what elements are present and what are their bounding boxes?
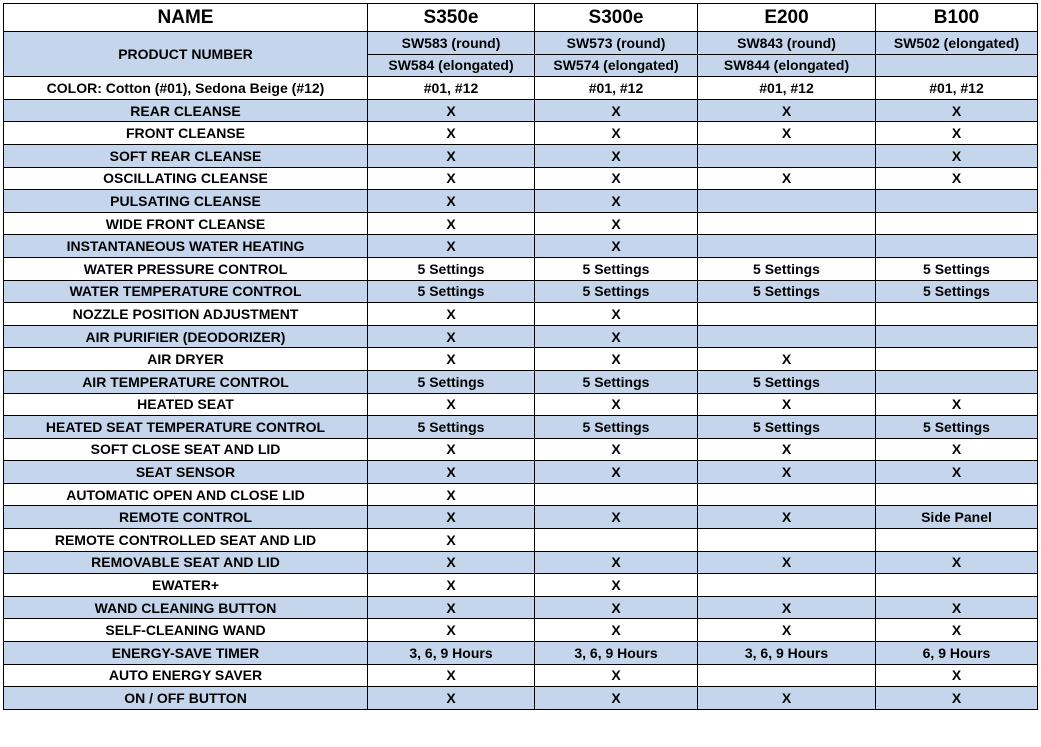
- feature-row: [4, 687, 1038, 710]
- feature-value: X: [698, 506, 876, 529]
- feature-value: X: [876, 167, 1038, 190]
- feature-value: 5 Settings: [368, 370, 535, 393]
- feature-value: #01, #12: [368, 77, 535, 100]
- feature-value: [698, 144, 876, 167]
- feature-value: X: [368, 122, 535, 145]
- feature-label: REMOVABLE SEAT AND LID: [4, 551, 368, 574]
- feature-value: X: [535, 325, 698, 348]
- feature-value: 5 Settings: [535, 370, 698, 393]
- feature-value: 5 Settings: [368, 257, 535, 280]
- header-model: S350e: [368, 4, 535, 32]
- feature-value: 5 Settings: [368, 416, 535, 439]
- feature-value: 5 Settings: [698, 280, 876, 303]
- feature-label: AUTO ENERGY SAVER: [4, 664, 368, 687]
- feature-value: X: [368, 144, 535, 167]
- feature-value: X: [535, 212, 698, 235]
- feature-value: X: [698, 122, 876, 145]
- feature-value: X: [698, 551, 876, 574]
- feature-label: SOFT REAR CLEANSE: [4, 144, 368, 167]
- feature-label: SELF-CLEANING WAND: [4, 619, 368, 642]
- feature-value: X: [698, 687, 876, 710]
- feature-row: [4, 416, 1038, 439]
- feature-row: [4, 483, 1038, 506]
- feature-row: [4, 529, 1038, 552]
- feature-value: 5 Settings: [698, 416, 876, 439]
- feature-value: [698, 664, 876, 687]
- feature-value: 3, 6, 9 Hours: [535, 642, 698, 665]
- feature-value: X: [368, 303, 535, 326]
- feature-value: X: [368, 506, 535, 529]
- feature-row: [4, 303, 1038, 326]
- feature-value: 5 Settings: [876, 257, 1038, 280]
- feature-value: [698, 190, 876, 213]
- feature-value: X: [535, 664, 698, 687]
- feature-value: X: [368, 167, 535, 190]
- feature-value: X: [368, 438, 535, 461]
- product-number-round: SW502 (elongated): [876, 32, 1038, 55]
- feature-value: #01, #12: [698, 77, 876, 100]
- feature-value: [698, 529, 876, 552]
- feature-row: [4, 348, 1038, 371]
- product-number-round: SW583 (round): [368, 32, 535, 55]
- product-number-round: SW573 (round): [535, 32, 698, 55]
- feature-value: X: [876, 393, 1038, 416]
- feature-label: AUTOMATIC OPEN AND CLOSE LID: [4, 483, 368, 506]
- feature-value: 5 Settings: [876, 416, 1038, 439]
- feature-label: AIR DRYER: [4, 348, 368, 371]
- feature-value: X: [535, 461, 698, 484]
- feature-value: X: [535, 596, 698, 619]
- feature-value: X: [368, 235, 535, 258]
- feature-value: [698, 325, 876, 348]
- feature-value: X: [698, 438, 876, 461]
- feature-row: [4, 438, 1038, 461]
- feature-label: AIR TEMPERATURE CONTROL: [4, 370, 368, 393]
- feature-value: X: [876, 664, 1038, 687]
- header-model: B100: [876, 4, 1038, 32]
- feature-value: X: [535, 506, 698, 529]
- product-number-elongated: SW844 (elongated): [698, 54, 876, 77]
- feature-value: X: [368, 664, 535, 687]
- feature-value: X: [876, 438, 1038, 461]
- feature-value: [698, 303, 876, 326]
- feature-value: X: [368, 483, 535, 506]
- product-number-elongated: SW574 (elongated): [535, 54, 698, 77]
- feature-row: [4, 167, 1038, 190]
- product-number-elongated: SW584 (elongated): [368, 54, 535, 77]
- feature-row: [4, 212, 1038, 235]
- feature-value: 5 Settings: [535, 257, 698, 280]
- feature-value: [698, 574, 876, 597]
- feature-value: [698, 235, 876, 258]
- feature-label: FRONT CLEANSE: [4, 122, 368, 145]
- feature-row: [4, 574, 1038, 597]
- feature-value: X: [535, 303, 698, 326]
- feature-value: X: [368, 325, 535, 348]
- feature-row: [4, 144, 1038, 167]
- feature-row: [4, 642, 1038, 665]
- feature-label: HEATED SEAT: [4, 393, 368, 416]
- feature-value: [876, 529, 1038, 552]
- feature-label: COLOR: Cotton (#01), Sedona Beige (#12): [4, 77, 368, 100]
- feature-value: [698, 483, 876, 506]
- feature-value: X: [368, 212, 535, 235]
- comparison-table: [3, 3, 1038, 710]
- feature-row: [4, 664, 1038, 687]
- feature-label: PULSATING CLEANSE: [4, 190, 368, 213]
- feature-row: [4, 370, 1038, 393]
- feature-value: [876, 574, 1038, 597]
- feature-label: ENERGY-SAVE TIMER: [4, 642, 368, 665]
- feature-value: X: [535, 99, 698, 122]
- header-row: [4, 4, 1038, 32]
- feature-value: X: [535, 167, 698, 190]
- product-number-round: SW843 (round): [698, 32, 876, 55]
- feature-value: X: [535, 687, 698, 710]
- feature-value: X: [535, 619, 698, 642]
- feature-value: X: [876, 687, 1038, 710]
- feature-value: X: [535, 348, 698, 371]
- feature-value: X: [368, 99, 535, 122]
- feature-value: X: [876, 461, 1038, 484]
- feature-label: WATER PRESSURE CONTROL: [4, 257, 368, 280]
- feature-value: X: [698, 619, 876, 642]
- feature-value: X: [698, 99, 876, 122]
- feature-row: [4, 461, 1038, 484]
- header-model: S300e: [535, 4, 698, 32]
- feature-label: INSTANTANEOUS WATER HEATING: [4, 235, 368, 258]
- feature-value: X: [368, 461, 535, 484]
- feature-value: [876, 348, 1038, 371]
- feature-value: 5 Settings: [368, 280, 535, 303]
- feature-row: [4, 596, 1038, 619]
- feature-value: X: [535, 190, 698, 213]
- feature-row: [4, 325, 1038, 348]
- header-name: NAME: [4, 4, 368, 32]
- feature-value: 5 Settings: [535, 416, 698, 439]
- feature-value: #01, #12: [535, 77, 698, 100]
- feature-value: X: [368, 551, 535, 574]
- feature-value: X: [368, 393, 535, 416]
- feature-value: X: [698, 393, 876, 416]
- product-number-label: PRODUCT NUMBER: [4, 32, 368, 77]
- feature-label: AIR PURIFIER (DEODORIZER): [4, 325, 368, 348]
- feature-label: SEAT SENSOR: [4, 461, 368, 484]
- feature-value: X: [535, 144, 698, 167]
- feature-value: X: [535, 235, 698, 258]
- feature-value: X: [535, 393, 698, 416]
- feature-row: [4, 235, 1038, 258]
- feature-value: X: [698, 596, 876, 619]
- feature-value: [876, 483, 1038, 506]
- feature-value: [876, 303, 1038, 326]
- feature-value: Side Panel: [876, 506, 1038, 529]
- feature-label: ON / OFF BUTTON: [4, 687, 368, 710]
- feature-row: [4, 506, 1038, 529]
- feature-row: [4, 190, 1038, 213]
- feature-value: X: [368, 190, 535, 213]
- feature-value: X: [368, 529, 535, 552]
- feature-value: 5 Settings: [535, 280, 698, 303]
- feature-value: X: [876, 122, 1038, 145]
- feature-value: 6, 9 Hours: [876, 642, 1038, 665]
- feature-value: 5 Settings: [698, 370, 876, 393]
- feature-value: X: [876, 99, 1038, 122]
- feature-row: [4, 77, 1038, 100]
- feature-label: HEATED SEAT TEMPERATURE CONTROL: [4, 416, 368, 439]
- product-number-row: [4, 32, 1038, 55]
- feature-value: X: [876, 144, 1038, 167]
- product-number-elongated: [876, 54, 1038, 77]
- feature-row: [4, 122, 1038, 145]
- header-model: E200: [698, 4, 876, 32]
- feature-value: 5 Settings: [876, 280, 1038, 303]
- feature-label: SOFT CLOSE SEAT AND LID: [4, 438, 368, 461]
- feature-value: X: [698, 348, 876, 371]
- feature-value: X: [698, 461, 876, 484]
- feature-label: WAND CLEANING BUTTON: [4, 596, 368, 619]
- feature-label: REAR CLEANSE: [4, 99, 368, 122]
- feature-value: X: [535, 122, 698, 145]
- feature-value: [876, 212, 1038, 235]
- feature-value: 3, 6, 9 Hours: [698, 642, 876, 665]
- feature-value: #01, #12: [876, 77, 1038, 100]
- feature-value: X: [368, 574, 535, 597]
- feature-value: X: [698, 167, 876, 190]
- feature-value: X: [368, 687, 535, 710]
- feature-value: [698, 212, 876, 235]
- feature-value: X: [876, 551, 1038, 574]
- feature-row: [4, 551, 1038, 574]
- feature-label: WIDE FRONT CLEANSE: [4, 212, 368, 235]
- feature-row: [4, 280, 1038, 303]
- feature-value: X: [876, 596, 1038, 619]
- feature-value: [876, 325, 1038, 348]
- feature-row: [4, 257, 1038, 280]
- feature-label: NOZZLE POSITION ADJUSTMENT: [4, 303, 368, 326]
- feature-value: [535, 483, 698, 506]
- feature-value: 3, 6, 9 Hours: [368, 642, 535, 665]
- feature-value: [535, 529, 698, 552]
- feature-label: REMOTE CONTROLLED SEAT AND LID: [4, 529, 368, 552]
- feature-value: [876, 370, 1038, 393]
- feature-value: X: [368, 348, 535, 371]
- feature-value: [876, 235, 1038, 258]
- feature-row: [4, 99, 1038, 122]
- feature-label: REMOTE CONTROL: [4, 506, 368, 529]
- feature-row: [4, 619, 1038, 642]
- feature-value: X: [368, 619, 535, 642]
- feature-row: [4, 393, 1038, 416]
- feature-label: WATER TEMPERATURE CONTROL: [4, 280, 368, 303]
- feature-value: X: [535, 438, 698, 461]
- feature-value: X: [368, 596, 535, 619]
- feature-value: X: [535, 574, 698, 597]
- feature-value: [876, 190, 1038, 213]
- feature-label: OSCILLATING CLEANSE: [4, 167, 368, 190]
- feature-value: X: [535, 551, 698, 574]
- feature-label: EWATER+: [4, 574, 368, 597]
- feature-value: X: [876, 619, 1038, 642]
- feature-value: 5 Settings: [698, 257, 876, 280]
